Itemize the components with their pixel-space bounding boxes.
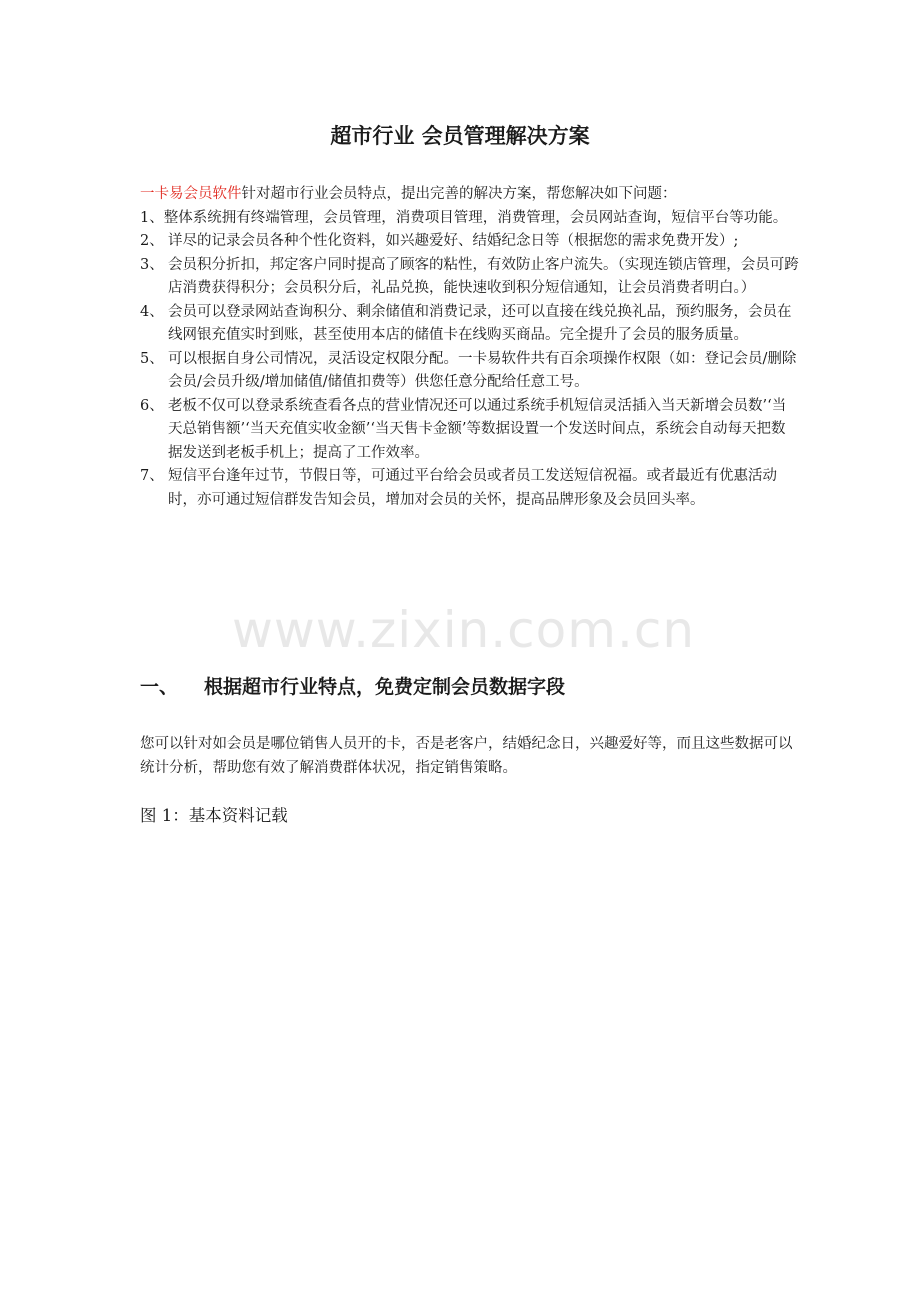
section-heading: [140, 672, 565, 702]
list-item-number: 2、: [140, 233, 164, 249]
list-item-number: 1、: [140, 209, 164, 226]
list-item-7: [140, 465, 800, 512]
page-title: 超市行业 会员管理解决方案: [330, 124, 590, 148]
list-item-number: 4、: [140, 303, 164, 320]
list-item-4: [140, 301, 800, 348]
list-item-2: [140, 230, 800, 254]
list-item-text: 详尽的记录会员各种个性化资料，如兴趣爱好、结婚纪念日等（根据您的需求免费开发）;: [168, 233, 739, 249]
brand-name: 一卡易会员软件: [140, 186, 242, 202]
list-item-text: 会员可以登录网站查询积分、剩余储值和消费记录，还可以直接在线兑换礼品，预约服务，会员在线网银充值实时到账，甚至使用本店的储值卡在线购买商品。完全提升了会员的服务质量。: [168, 303, 792, 343]
list-item-number: 5、: [140, 350, 164, 367]
list-item-1: [140, 207, 800, 231]
intro-block: [140, 183, 800, 512]
list-item-text: 老板不仅可以登录系统查看各点的营业情况还可以通过系统手机短信灵活插入当天新增会员数’‘当天总销售额’‘当天充值实收金额’‘当天售卡金额’等数据设置一个发送时间点，系统会自动每天把数据发送到老板手机上；提高了工作效率。: [168, 397, 787, 461]
list-item-number: 3、: [140, 256, 164, 273]
watermark: www.zixin.com.cn: [232, 601, 696, 659]
body-paragraph: 您可以针对如会员是哪位销售人员开的卡，否是老客户，结婚纪念日，兴趣爱好等，而且这些数据可以统计分析，帮助您有效了解消费群体状况，指定销售策略。: [140, 736, 793, 776]
section-number: 一、: [140, 676, 179, 698]
intro-line: [140, 183, 800, 207]
list-item-number: 6、: [140, 397, 164, 414]
list-item-number: 7、: [140, 468, 164, 484]
list-item-text: 短信平台逢年过节，节假日等，可通过平台给会员或者员工发送短信祝福。或者最近有优惠活动时，亦可通过短信群发告知会员，增加对会员的关怀，提高品牌形象及会员回头率。: [168, 468, 777, 508]
intro-text: 针对超市行业会员特点，提出完善的解决方案，帮您解决如下问题：: [241, 186, 677, 202]
figure-caption: 图 1：基本资料记载: [140, 806, 288, 825]
list-item-text: 整体系统拥有终端管理，会员管理，消费项目管理，消费管理，会员网站查询，短信平台等功能。: [163, 209, 788, 226]
list-item-text: 会员积分折扣，邦定客户同时提高了顾客的粘性，有效防止客户流失。（实现连锁店管理，会员可跨店消费获得积分；会员积分后，礼品兑换，能快速收到积分短信通知，让会员消费者明白。）: [168, 256, 799, 296]
list-item-text: 可以根据自身公司情况，灵活设定权限分配。一卡易软件共有百余项操作权限（如：登记会员/删除会员/会员升级/增加储值/储值扣费等）供您任意分配给任意工号。: [168, 350, 797, 390]
section-title: 根据超市行业特点，免费定制会员数据字段: [204, 676, 566, 698]
list-item-6: [140, 395, 800, 466]
list-item-3: [140, 254, 800, 301]
list-item-5: [140, 348, 800, 395]
